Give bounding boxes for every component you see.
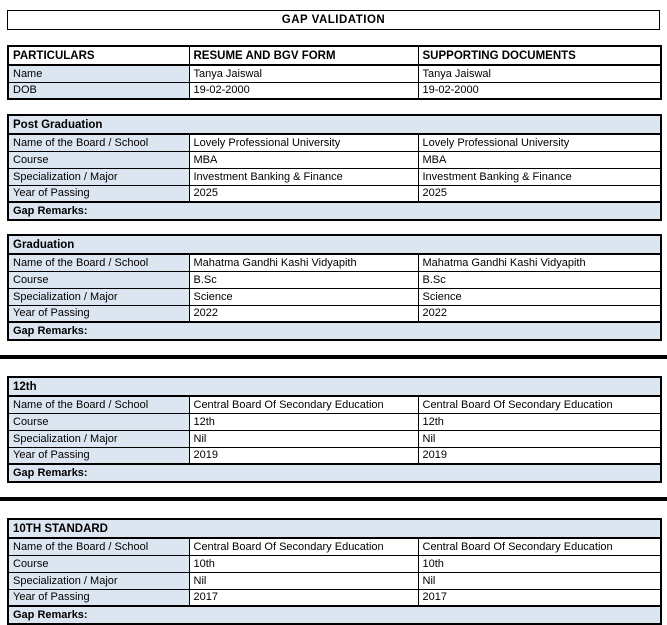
gap-remarks-label: Gap Remarks: [8,322,661,340]
sections-container [7,114,660,625]
supporting-value: MBA [418,151,661,168]
gap-remarks-row [8,322,661,340]
resume-value: Science [189,288,418,305]
particulars-table [7,45,662,100]
column-header-particulars: PARTICULARS [8,46,189,65]
supporting-value: Investment Banking & Finance [418,168,661,185]
resume-value: MBA [189,151,418,168]
row-label: Specialization / Major [8,288,189,305]
section-heading: Graduation [8,235,661,254]
section-separator [0,497,667,501]
table-row [8,396,661,413]
section-heading: 10TH STANDARD [8,519,661,538]
column-header-resume-bgv: RESUME AND BGV FORM [189,46,418,65]
row-label: Name of the Board / School [8,538,189,555]
row-label: Year of Passing [8,305,189,322]
table-row [8,185,661,202]
row-label: Course [8,413,189,430]
section-heading-row [8,115,661,134]
supporting-value: 2017 [418,589,661,606]
table-row [8,65,661,82]
row-label: Name of the Board / School [8,396,189,413]
row-label: Name of the Board / School [8,254,189,271]
gap-remarks-row [8,202,661,220]
row-label: Specialization / Major [8,430,189,447]
gap-remarks-label: Gap Remarks: [8,202,661,220]
supporting-value: Central Board Of Secondary Education [418,396,661,413]
resume-value: Tanya Jaiswal [189,65,418,82]
resume-value: 12th [189,413,418,430]
section-graduation [7,234,662,341]
section-heading-row [8,519,661,538]
supporting-value: Central Board Of Secondary Education [418,538,661,555]
supporting-value: Tanya Jaiswal [418,65,661,82]
particulars-rows [8,65,661,99]
resume-value: Nil [189,430,418,447]
supporting-value: Lovely Professional University [418,134,661,151]
row-label: Year of Passing [8,447,189,464]
row-label: Year of Passing [8,185,189,202]
section-heading: Post Graduation [8,115,661,134]
row-label: Name of the Board / School [8,134,189,151]
resume-value: 2019 [189,447,418,464]
supporting-value: 2019 [418,447,661,464]
row-label: Year of Passing [8,589,189,606]
section-heading-row [8,377,661,396]
column-header-supporting: SUPPORTING DOCUMENTS [418,46,661,65]
row-label: Name [8,65,189,82]
table-row [8,254,661,271]
supporting-value: 2022 [418,305,661,322]
resume-value: Central Board Of Secondary Education [189,538,418,555]
row-label: Course [8,271,189,288]
supporting-value: B.Sc [418,271,661,288]
table-row [8,288,661,305]
table-row [8,572,661,589]
row-label: Specialization / Major [8,572,189,589]
supporting-value: Nil [418,572,661,589]
resume-value: Lovely Professional University [189,134,418,151]
gap-remarks-row [8,464,661,482]
resume-value: 2025 [189,185,418,202]
gap-remarks-row [8,606,661,624]
section-post-graduation [7,114,662,221]
section-heading: 12th [8,377,661,396]
section-10th-standard [7,518,662,625]
supporting-value: 2025 [418,185,661,202]
resume-value: 2017 [189,589,418,606]
row-label: Course [8,151,189,168]
supporting-value: Mahatma Gandhi Kashi Vidyapith [418,254,661,271]
supporting-value: Nil [418,430,661,447]
resume-value: Investment Banking & Finance [189,168,418,185]
table-row [8,430,661,447]
table-row [8,271,661,288]
table-row [8,305,661,322]
row-label: Specialization / Major [8,168,189,185]
resume-value: B.Sc [189,271,418,288]
table-row [8,134,661,151]
supporting-value: Science [418,288,661,305]
resume-value: Nil [189,572,418,589]
resume-value: 10th [189,555,418,572]
resume-value: 19-02-2000 [189,82,418,99]
row-label: DOB [8,82,189,99]
resume-value: Mahatma Gandhi Kashi Vidyapith [189,254,418,271]
table-row [8,589,661,606]
table-row [8,151,661,168]
table-row [8,168,661,185]
section-12th [7,376,662,483]
supporting-value: 12th [418,413,661,430]
table-row [8,413,661,430]
table-row [8,555,661,572]
table-row [8,538,661,555]
resume-value: Central Board Of Secondary Education [189,396,418,413]
section-separator [0,355,667,359]
supporting-value: 19-02-2000 [418,82,661,99]
row-label: Course [8,555,189,572]
gap-remarks-label: Gap Remarks: [8,464,661,482]
table-row [8,447,661,464]
gap-remarks-label: Gap Remarks: [8,606,661,624]
table-row [8,82,661,99]
section-heading-row [8,235,661,254]
document-title: GAP VALIDATION [7,10,660,30]
supporting-value: 10th [418,555,661,572]
resume-value: 2022 [189,305,418,322]
column-header-row [8,46,661,65]
